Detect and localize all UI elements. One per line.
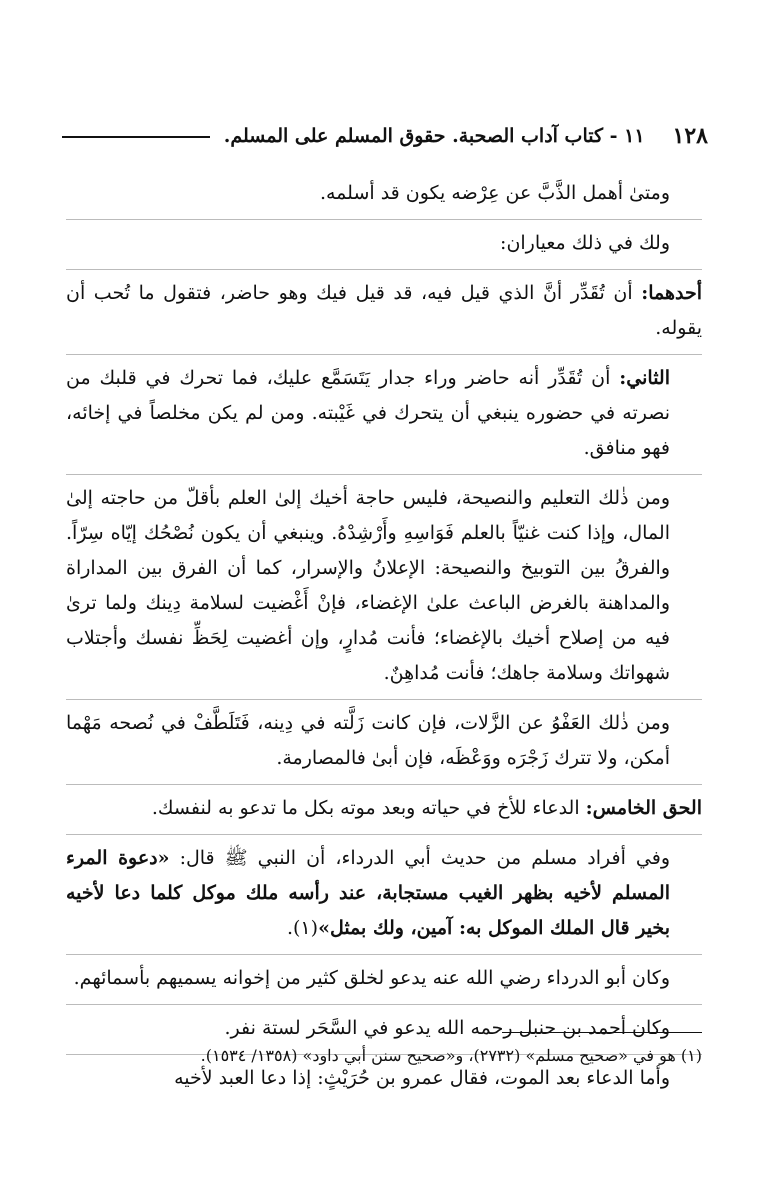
- footnote-rule: [502, 1032, 702, 1033]
- paragraph: أحدهما: أن تُقَدِّر أنَّ الذي قيل فيه، قد قيل فيك وهو حاضر، فتقول ما تُحب أن يقوله.: [66, 269, 702, 346]
- body-text: [66, 176, 702, 1096]
- paragraph-lead: أحدهما:: [641, 282, 702, 304]
- paragraph: الحق الخامس: الدعاء للأخ في حياته وبعد موته بكل ما تدعو به لنفسك.: [66, 784, 702, 826]
- footnote-ref: (١).: [286, 917, 319, 939]
- paragraph: ولك في ذلك معياران:: [66, 219, 702, 261]
- paragraph: الثاني: أن تُقَدِّر أنه حاضر وراء جدار يَتَسَمَّع عليك، فما تحرك في قلبك من نصرته في حضوره ينبغي أن يتحرك في غَيْبته. ومن لم يكن مخلصاً في إخائه، فهو منافق.: [66, 354, 702, 466]
- footnote: (١) هو في «صحيح مسلم» (٢٧٣٢)، و«صحيح سنن أبي داود» (١٣٥٨/ ١٥٣٤).: [200, 1046, 702, 1065]
- paragraph: وفي أفراد مسلم من حديث أبي الدرداء، أن النبي ﷺ قال: «دعوة المرء المسلم لأخيه بظهر الغيب مستجابة، عند رأسه ملك موكل كلما دعا لأخيه بخير قال الملك الموكل به: آمين، ولك بمثل»(١).: [66, 834, 702, 946]
- paragraph: ومتىٰ أهمل الذَّبَّ عن عِرْضه يكون قد أسلمه.: [319, 182, 670, 204]
- paragraph: ومن ذٰلك التعليم والنصيحة، فليس حاجة أخيك إلىٰ العلم بأقلّ من حاجته إلىٰ المال، وإذا كنت غنيّاً بالعلم فَوَاسِهِ وأَرْشِدْهُ. وينبغي أن يكون نُصْحُك إيّاه سِرّاً. والفرقُ بين التوبيخ والنصيحة: الإعلانُ والإسرار، كما أن الفرق بين المداراة والمداهنة بالغرض الباعث علىٰ الإغضاء، فإنْ أَغْضيت لسلامة دِينك ولما ترىٰ فيه من إصلاح أخيك بالإغضاء؛ فأنت مُدارٍ، وإن أغضيت لِحَظِّ نفسك وأجتلاب شهواتك وسلامة جاهك؛ فأنت مُداهِنٌ.: [66, 474, 702, 691]
- page-number: ١٢٨: [672, 123, 708, 149]
- page-header: [62, 118, 708, 154]
- paragraph-lead: الحق الخامس:: [585, 797, 702, 819]
- hadith-quote: «دعوة المرء المسلم لأخيه بظهر الغيب مستجابة، عند رأسه ملك موكل كلما دعا لأخيه بخير قال الملك الموكل به: آمين، ولك بمثل»: [66, 847, 670, 939]
- running-title: ١١ - كتاب آداب الصحبة. حقوق المسلم على المسلم.: [223, 125, 645, 147]
- paragraph: ومن ذٰلك العَفْوُ عن الزَّلات، فإن كانت زَلَّته في دِينه، فَتَلَطَّفْ في نُصحه مَهْما أمكن، ولا تترك زَجْرَه ووَعْظَه، فإن أبىٰ فالمصارمة.: [66, 699, 702, 776]
- paragraph: وكان أبو الدرداء رضي الله عنه يدعو لخلق كثير من إخوانه يسميهم بأسمائهم.: [66, 954, 702, 996]
- paragraph: وأما الدعاء بعد الموت، فقال عمرو بن حُرَيْثٍ: إذا دعا العبد لأخيه: [66, 1054, 702, 1096]
- header-rule: [62, 136, 210, 138]
- paragraph: وكان أحمد بن حنبل رحمه الله يدعو في السَّحَر لستة نفر.: [66, 1004, 702, 1046]
- paragraph-lead: الثاني:: [619, 367, 670, 389]
